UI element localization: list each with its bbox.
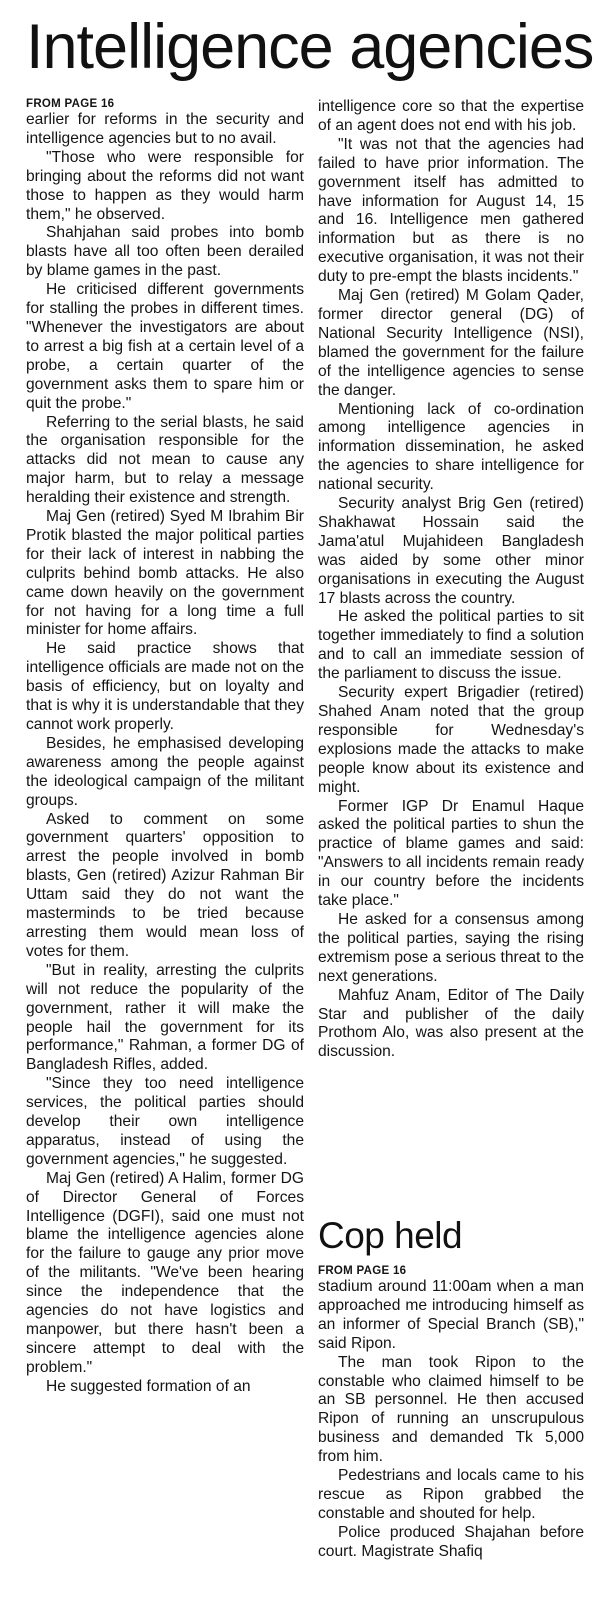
paragraph: He suggested formation of an xyxy=(46,1377,251,1395)
paragraph: "Those who were responsible for bringing about the reforms did not want those to happen as they would harm them," he observed. xyxy=(26,148,304,223)
paragraph: Police produced Shajahan before court. Magistrate Shafiq xyxy=(318,1523,584,1560)
paragraph: "But in reality, arresting the culprits will not reduce the popularity of the government, rather it will make the people hail the government for its performance," Rahman, a former DG of Bangladesh Rifles, added. xyxy=(26,961,304,1074)
paragraph: Shahjahan said probes into bomb blasts have all too often been derailed by blame games in the past. xyxy=(26,224,304,280)
cop-held-story xyxy=(318,1213,584,1562)
article-column-left xyxy=(26,98,304,1397)
paragraph: The man took Ripon to the constable who claimed himself to be an SB personnel. He then accused Ripon of running an unscrupulous business and demanded Tk 5,000 from him. xyxy=(318,1353,584,1466)
paragraph: He asked for a consensus among the political parties, saying the rising extremism pose a serious threat to the next generations. xyxy=(318,910,584,985)
paragraph: He said practice shows that intelligence officials are made not on the basis of efficiency, but on loyalty and that is why it is understandable that they cannot work properly. xyxy=(26,640,304,733)
cop-held-headline: Cop held xyxy=(318,1215,463,1256)
main-headline: Intelligence agencies xyxy=(26,12,594,82)
paragraph: Security analyst Brig Gen (retired) Shakhawat Hossain said the Jama'atul Mujahideen Bangladesh was aided by some other minor organisations in executing the August 17 blasts across the country. xyxy=(318,495,584,607)
paragraph: Asked to comment on some government quarters' opposition to arrest the people involved in bomb blasts, Gen (retired) Azizur Rahman Bir Uttam said they do not want the masterminds to be tried because arresting them would mean loss of votes for them. xyxy=(26,810,304,960)
paragraph: Maj Gen (retired) M Golam Qader, former director general (DG) of National Security Intelligence (NSI), blamed the government for the failure of the intelligence agencies to sense the danger. xyxy=(318,287,584,399)
paragraph: Maj Gen (retired) A Halim, former DG of Director General of Forces Intelligence (DGFI), said one must not blame the intelligence agencies alone for the failure to gauge any prior move of the militants. "We've been hearing since the independence that the agencies do not have logistics and manpower, but there hasn't been a sincere attempt to deal with the problem." xyxy=(26,1169,304,1376)
continuation-kicker: FROM PAGE 16 xyxy=(318,1265,407,1277)
paragraph: He asked the political parties to sit together immediately to find a solution and to call an immediate session of the parliament to discuss the issue. xyxy=(318,608,584,683)
paragraph: Maj Gen (retired) Syed M Ibrahim Bir Protik blasted the major political parties for their lack of interest in nabbing the culprits behind bomb attacks. He also came down heavily on the government for not having for a long time a full minister for home affairs. xyxy=(26,508,304,639)
article-column-right xyxy=(318,98,584,1062)
paragraph: Mahfuz Anam, Editor of The Daily Star and publisher of the daily Prothom Alo, was also present at the discussion. xyxy=(318,986,584,1061)
continuation-kicker: FROM PAGE 16 xyxy=(26,98,115,110)
paragraph: intelligence core so that the expertise of an agent does not end with his job. xyxy=(318,98,584,134)
paragraph: "Since they too need intelligence services, the political parties should develop their own intelligence apparatus, instead of using the government agencies," he suggested. xyxy=(26,1075,304,1168)
paragraph: Mentioning lack of co-ordination among intelligence agencies in information dissemination, he asked the agencies to share intelligence for national security. xyxy=(318,400,584,494)
paragraph: Security expert Brigadier (retired) Shahed Anam noted that the group responsible for Wednesday's explosions made the attacks to make people know about its existence and might. xyxy=(318,684,584,796)
paragraph: He criticised different governments for stalling the probes in different times. "Whenever the investigators are about to arrest a big fish at a certain level of a probe, a certain quarter of the government asks them to spare him or quit the probe." xyxy=(26,281,304,412)
paragraph: stadium around 11:00am when a man approached me introducing himself as an informer of Special Branch (SB)," said Ripon. xyxy=(318,1278,584,1352)
paragraph: Former IGP Dr Enamul Haque asked the political parties to shun the practice of blame games and said: "Answers to all incidents remain ready in our country before the incidents take place." xyxy=(318,797,584,910)
paragraph: "It was not that the agencies had failed to have prior information. The government itself has admitted to have information for August 14, 15 and 16. Intelligence men gathered information but as there is no executive organisation, it was not their duty to pre-empt the blasts incidents." xyxy=(318,135,584,286)
paragraph: Besides, he emphasised developing awareness among the people against the ideological campaign of the militant groups. xyxy=(26,734,304,809)
paragraph: Pedestrians and locals came to his rescue as Ripon grabbed the constable and shouted for help. xyxy=(318,1467,584,1522)
paragraph: earlier for reforms in the security and intelligence agencies but to no avail. xyxy=(26,111,304,147)
paragraph: Referring to the serial blasts, he said the organisation responsible for the attacks did not mean to cause any major harm, but to relay a message heralding their existence and strength. xyxy=(26,413,304,507)
